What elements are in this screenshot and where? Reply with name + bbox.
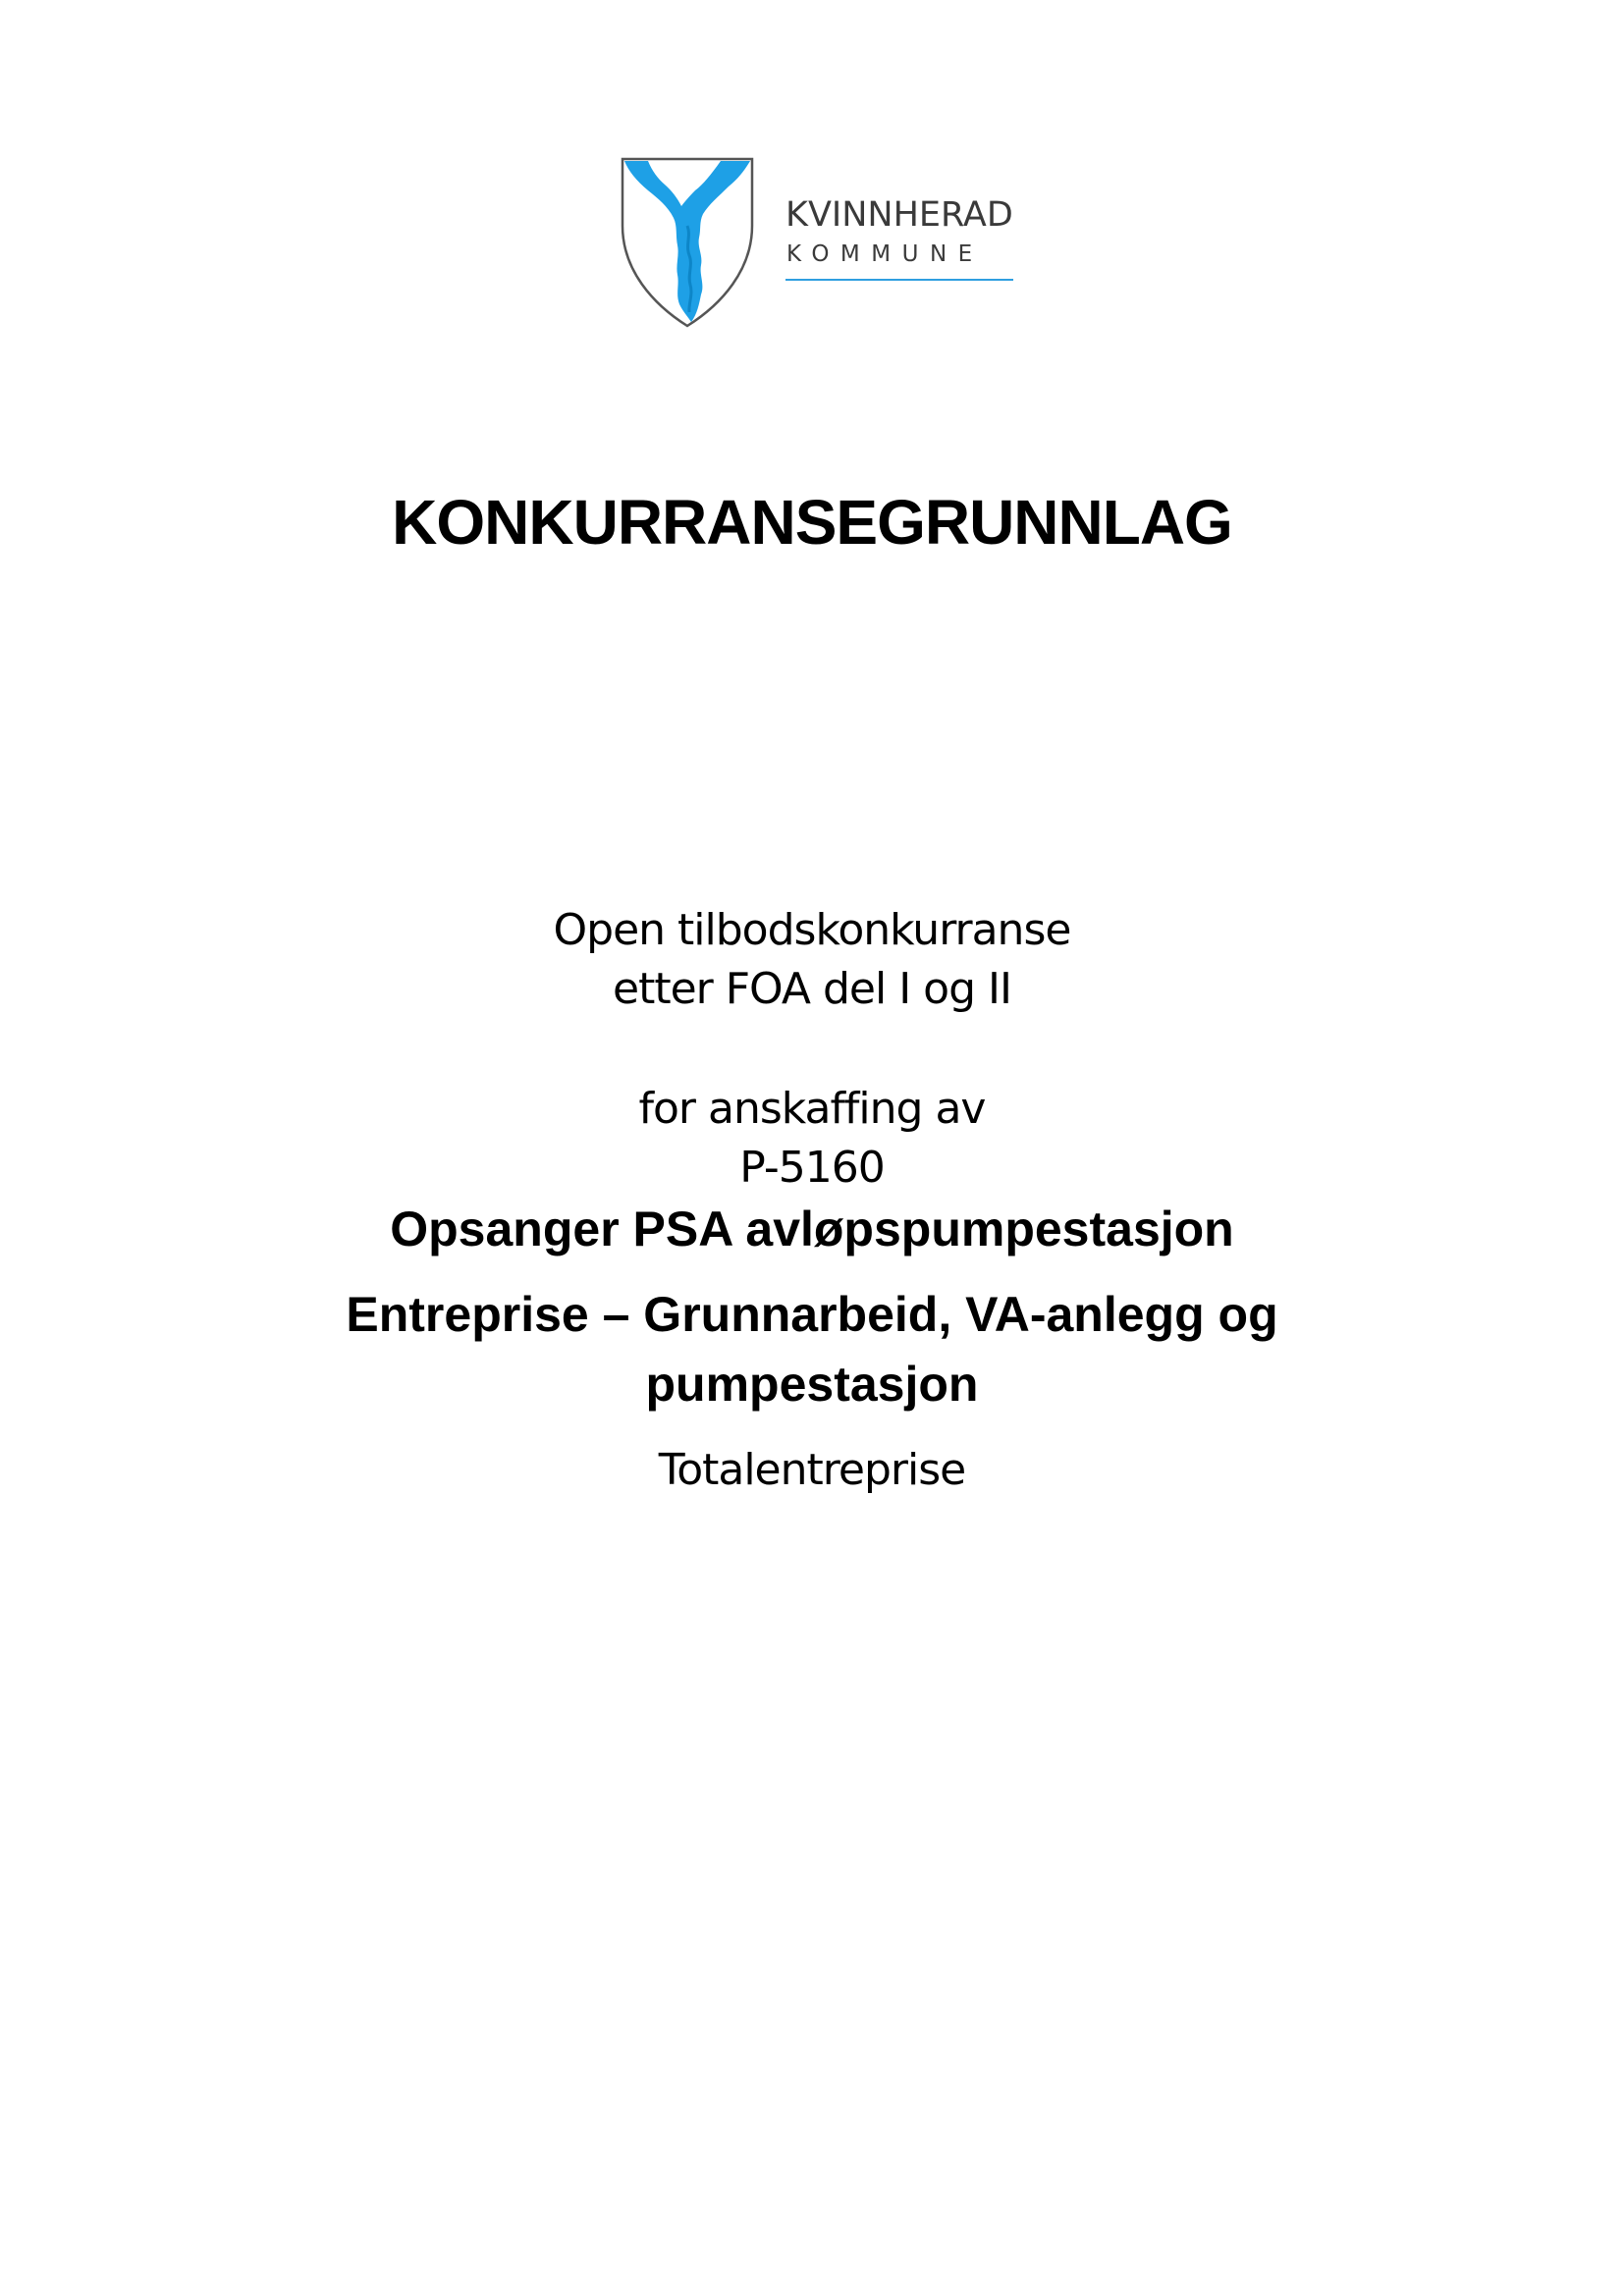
logo-name: KVINNHERAD xyxy=(785,195,1013,235)
logo-subtitle: KOMMUNE xyxy=(786,241,984,267)
procedure-line-1: Open tilbodskonkurranse xyxy=(553,905,1071,955)
procurement-intro: for anskaffing av xyxy=(638,1084,986,1134)
contract-line-2: pumpestasjon xyxy=(645,1357,979,1412)
project-number: P-5160 xyxy=(739,1143,885,1193)
document-title: KONKURRANSEGRUNNLAG xyxy=(392,487,1232,558)
logo-rule xyxy=(785,279,1013,281)
contract-form: Totalentreprise xyxy=(658,1445,966,1495)
project-name: Opsanger PSA avløpspumpestasjon xyxy=(390,1201,1234,1256)
procedure-line-2: etter FOA del I og II xyxy=(613,964,1011,1014)
municipality-logo xyxy=(619,157,1021,329)
coat-of-arms-icon xyxy=(619,157,756,329)
contract-line-1: Entreprise – Grunnarbeid, VA-anlegg og xyxy=(346,1287,1278,1342)
